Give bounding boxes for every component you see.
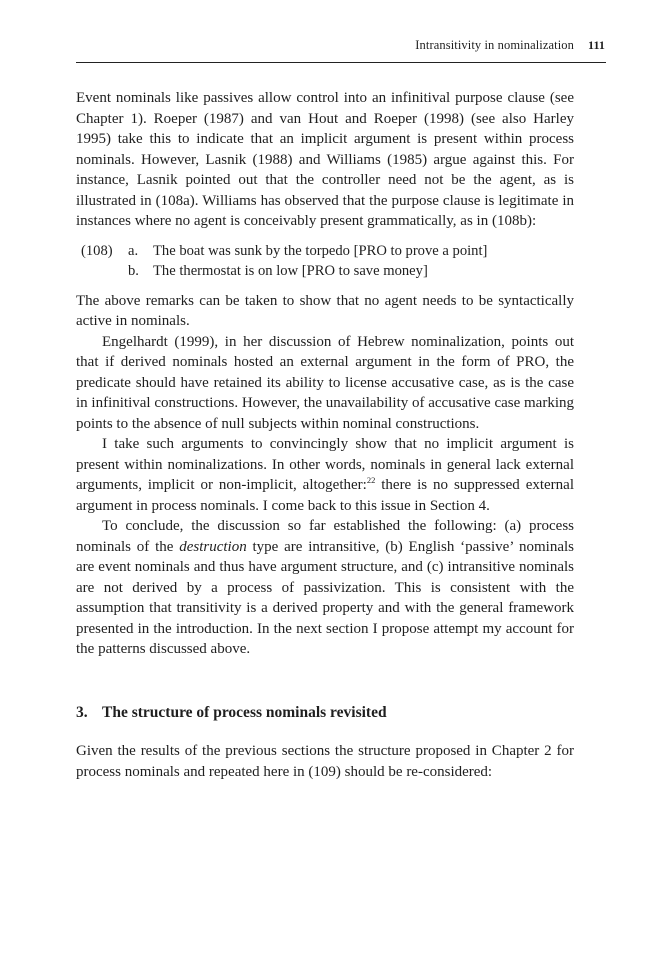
section-number: 3.: [76, 703, 88, 721]
paragraph-conclusion: [76, 516, 574, 660]
page-number: 111: [588, 38, 605, 52]
running-head: [76, 38, 605, 53]
paragraph-implicit-argument-start: I take such arguments to convincingly show that no implicit argument is present within nominalizations. In other words, nominals in general lack external arguments, implicit or non-implicit, altogether:: [76, 436, 574, 493]
example-text-a: The boat was sunk by the torpedo [PRO to prove a point]: [153, 242, 488, 259]
paragraph-conclusion-end: type are intransitive, (b) English ‘passive’ nominals are event nominals and thus have argument structure, and (c) intransitive nominals are not derived by a process of passivization. This is consistent with the assumption that transitivity is a derived property and with the general framework presented in the introduction. In the next section I propose attempt my account for the patterns discussed above.: [76, 538, 574, 657]
paragraph-conclusion-start: To conclude, the discussion so far established the following: (a) process nominals of the: [76, 518, 574, 555]
section-heading: [76, 703, 574, 724]
paragraph-implicit-argument-end: there is no suppressed external argument in process nominals. I come back to this issue in Section 4.: [76, 477, 575, 514]
paragraph-conclusion-italic: destruction: [179, 538, 247, 555]
section-title: The structure of process nominals revisited: [102, 703, 387, 721]
paragraph-given-results: Given the results of the previous sections the structure proposed in Chapter 2 for process nominals and repeated here in (109) should be re-considered:: [76, 743, 574, 780]
example-number-spacer: [76, 261, 128, 282]
paragraph-engelhardt: Engelhardt (1999), in her discussion of Hebrew nominalization, points out that if derived nominals hosted an external argument in the form of PRO, the predicate should have retained its ability to license accusative case, as is the case in infinitival constructions. However, the unavailability of accusative case marking points to the absence of null subjects within nominal constructions.: [76, 333, 574, 432]
paragraph-implicit-argument: [76, 434, 574, 516]
paragraph-no-agent: The above remarks can be taken to show that no agent needs to be syntactically active in nominals.: [76, 292, 574, 329]
example-letter-b: b.: [128, 263, 139, 279]
example-letter-a: a.: [128, 242, 139, 259]
paragraph-event-nominals: Event nominals like passives allow control into an infinitival purpose clause (see Chapter 1). Roeper (1987) and van Hout and Roeper (1998) (see also Harley 1995) take this to indicate that an implicit argument is present within process nominals. However, Lasnik (1988) and Williams (1985) argue against this. For instance, Lasnik pointed out that the controller need not be the agent, as is illustrated in (108a). Williams has observed that the purpose clause is legitimate in instances where no agent is conceivably present grammatically, as in (108b):: [76, 90, 574, 229]
footnote-marker[interactable]: 22: [366, 475, 376, 485]
example-text-b: The thermostat is on low [PRO to save money]: [153, 263, 428, 279]
example-item-a: [76, 241, 574, 262]
page-body: [76, 88, 574, 782]
running-title: Intransitivity in nominalization: [415, 38, 575, 52]
example-item-b: [76, 261, 574, 282]
example-108: [76, 241, 574, 282]
header-rule: [76, 62, 606, 63]
example-number: (108): [81, 242, 113, 259]
